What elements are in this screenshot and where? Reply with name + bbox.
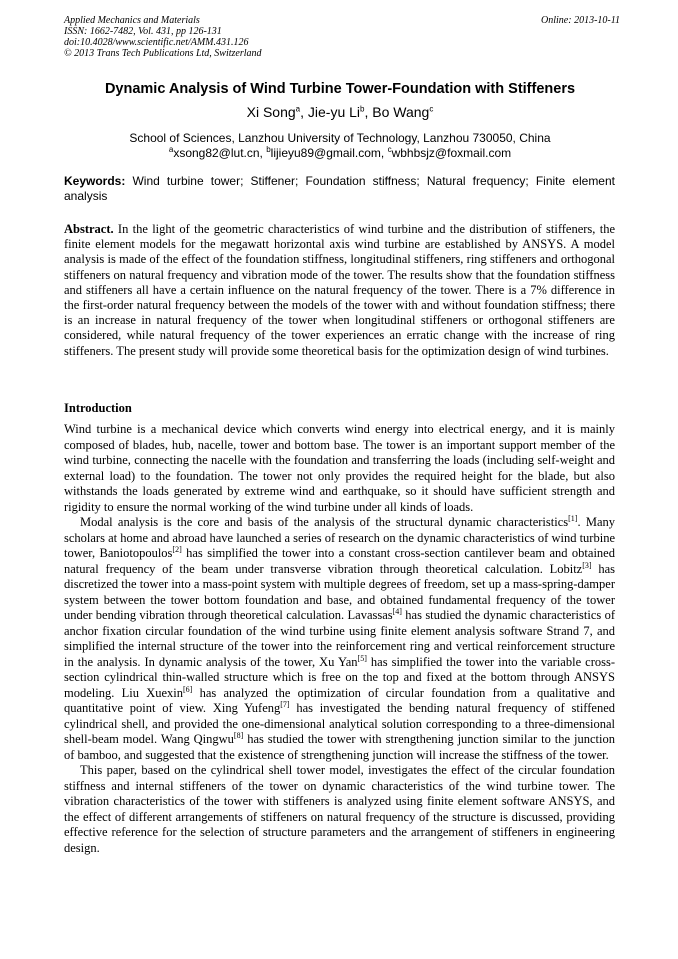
paragraph: Wind turbine is a mechanical device which converts wind energy into electrical energy, and it is mainly composed of blades, hub, nacelle, tower and bottom base. The tower is an important support member of the wind turbine, connecting the nacelle with the foundation and transferring the loads (including self-weight and external load) to the foundation. The tower not only provides the required height for the blade, but also withstands the loads generated by extreme wind and earthquake, so it should have sufficient strength and rigidity to ensure the normal working of the wind turbine under all kinds of loads. [64, 422, 615, 514]
citation: [6] [183, 684, 193, 694]
affiliation-block [40, 131, 640, 161]
keywords [64, 174, 615, 204]
email[interactable]: wbhbsjz@foxmail.com [391, 146, 512, 160]
citation: [8] [233, 730, 244, 740]
email[interactable]: lijieyu89@gmail.com [270, 146, 381, 160]
online-date: Online: 2013-10-11 [541, 15, 620, 26]
email[interactable]: xsong82@lut.cn [173, 146, 260, 160]
abstract-label: Abstract. [64, 222, 114, 236]
section-heading-introduction: Introduction [64, 401, 132, 415]
citation: [3] [582, 560, 592, 570]
citation: [4] [392, 606, 402, 616]
citation: [2] [172, 544, 182, 554]
citation: [5] [357, 653, 367, 663]
email-list: $^a$xsong82@lut.cn, $^b$lijieyu89@gmail.com, $^c$wbhbsjz@foxmail.com [168, 145, 512, 160]
journal-name: Applied Mechanics and Materials [64, 15, 200, 26]
paper-title: Dynamic Analysis of Wind Turbine Tower-Foundation with Stiffeners [104, 81, 576, 97]
copyright-line: © 2013 Trans Tech Publications Ltd, Switzerland [64, 48, 262, 59]
author: Jie-yu Li$^b$, [307, 104, 373, 120]
issn-line: ISSN: 1662-7482, Vol. 431, pp 126-131 [64, 26, 222, 37]
paragraph: This paper, based on the cylindrical shell tower model, investigates the effect of the circular foundation stiffness and internal stiffeners of the tower on dynamic characteristics of the wind turbine tower. The vibration characteristics of the tower with stiffeners is analyzed using finite element software ANSYS, and the effect of different arrangements of stiffeners on natural frequency of the structure is discussed, providing effective reference for the selection of structure parameters and the arrangement of stiffeners in engineering design. [64, 763, 615, 855]
keywords-label: Keywords: [64, 174, 126, 188]
abstract-text: In the light of the geometric characteristics of wind turbine and the distribution of stiffeners, the finite element models for the megawatt horizontal axis wind turbine are established by ANSYS. A model analysis is made of the effect of the foundation stiffness, longitudinal stiffeners, ring stiffeners and orthogonal stiffeners on natural frequency and vibration mode of the tower. The results show that the foundation stiffness and stiffeners all have a certain influence on the natural frequency of the tower. There is a 7% difference in the first-order natural frequency between the models of the tower with and without foundation stiffness; there is an increase in natural frequency of the tower when longitudinal stiffeners or orthogonal stiffeners are considered, while natural frequency of the tower experiences an erratic change with the increase of ring stiffeners. The present study will provide some theoretical basis for the optimization design of wind turbines. [64, 222, 615, 358]
paragraph: Modal analysis is the core and basis of the analysis of the structural dynamic characteristics[1]. Many scholars at home and abroad have launched a series of research on the dynamic characteristics of wind turbine tower, Baniotopoulos[2] has simplified the tower into a constant cross-section cantilever beam and obtained natural frequency of the beam under transverse vibration through theoretical calculation. Lobitz[3] has discretized the tower into a mass-point system with multiple degrees of freedom, set up a mass-spring-damper system between the tower bottom foundation and base, and obtained fundamental frequency of the tower under bending vibration through theoretical calculation. Lavassas[4] has studied the dynamic characteristics of anchor fixation circular foundation of the wind turbine using finite element analysis software Strand 7, and simplified the internal structure of the tower into the reinforcement ring and vertical reinforcement structure in the analysis. In dynamic analysis of the tower, Xu Yan[5] has simplified the tower into the variable cross-section cylindrical thin-walled structure which is free on the top and fixed at the bottom through ANSYS modeling. Liu Xuexin[6] has analyzed the optimization of circular foundation from a qualitative and quantitative point of view. Xing Yufeng[7] has investigated the bending natural frequency of stiffened cylindrical shell, and provided the one-dimensional analytical solution corresponding to a three-dimensional shell-beam model. Wang Qingwu[8] has studied the tower with strengthening junction similar to the junction of bamboo, and suggested that the existence of strengthening junction will increase the stiffness of the tower. [64, 513, 616, 762]
abstract [64, 222, 615, 359]
affiliation: School of Sciences, Lanzhou University of Technology, Lanzhou 730050, China [129, 131, 551, 145]
citation: [7] [280, 699, 290, 709]
citation: [1] [568, 513, 578, 523]
author: Bo Wang$^c$ [372, 104, 434, 120]
introduction-body [64, 422, 615, 856]
author-list [40, 104, 640, 120]
journal-header [64, 15, 620, 59]
doi-line: doi:10.4028/www.scientific.net/AMM.431.126 [64, 37, 249, 48]
keywords-text: Wind turbine tower; Stiffener; Foundation stiffness; Natural frequency; Finite element analysis [64, 174, 615, 203]
author: Xi Song$^a$, [246, 104, 308, 120]
